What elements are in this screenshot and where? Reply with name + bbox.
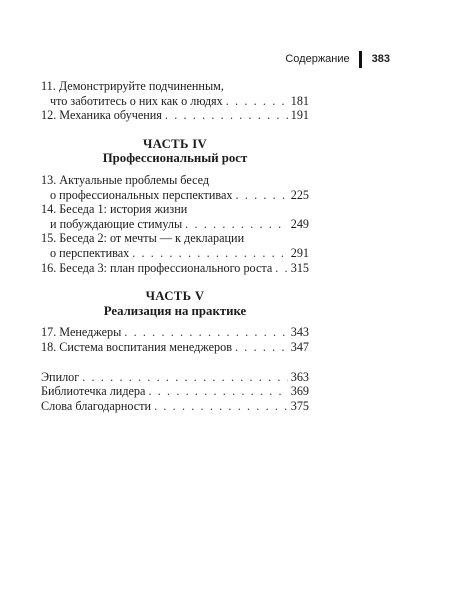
toc-entry-16[interactable] bbox=[41, 261, 309, 276]
toc-entry-13[interactable] bbox=[41, 173, 309, 202]
leader-dots bbox=[148, 384, 287, 399]
toc-entry-title: и побуждающие стимулы bbox=[50, 216, 183, 231]
header-page-number: 383 bbox=[371, 53, 390, 65]
leader-dots bbox=[154, 399, 288, 414]
toc-entry-title: 18. Система воспитания менеджеров bbox=[41, 339, 232, 354]
toc-entry-line bbox=[41, 399, 309, 414]
toc-entry-line bbox=[41, 217, 309, 232]
toc-entry-acknowledgments[interactable] bbox=[41, 399, 309, 414]
leader-dots bbox=[185, 217, 288, 232]
toc-entry-page: 369 bbox=[290, 384, 309, 399]
toc-entry-page: 343 bbox=[290, 325, 309, 340]
toc-entry-line bbox=[41, 202, 309, 217]
toc-entry-line bbox=[41, 188, 309, 203]
toc-entry-title: 11. Демонстрируйте подчиненным, bbox=[41, 79, 224, 93]
toc-entry-line bbox=[41, 79, 309, 94]
toc-entry-title: о перспективах bbox=[50, 245, 130, 260]
toc-entry-page: 181 bbox=[290, 93, 309, 108]
toc-entry-line bbox=[41, 384, 309, 399]
part-title: Реализация на практике bbox=[103, 303, 247, 318]
leader-dots bbox=[124, 325, 287, 340]
part-label: ЧАСТЬ V bbox=[145, 289, 205, 304]
toc-entry-title: Библиотечка лидера bbox=[41, 384, 146, 399]
toc-entry-12[interactable] bbox=[41, 108, 309, 123]
toc-entry-page: 225 bbox=[290, 187, 309, 202]
toc-entry-17[interactable] bbox=[41, 325, 309, 340]
toc-entry-page: 191 bbox=[290, 108, 309, 123]
toc-entry-title: 15. Беседа 2: от мечты — к декларации bbox=[41, 231, 245, 246]
toc-entry-title: 12. Механика обучения bbox=[41, 108, 162, 123]
part-title: Профессиональный рост bbox=[102, 151, 248, 166]
toc-entry-title: о профессиональных перспективах bbox=[50, 187, 233, 202]
toc-entry-15[interactable] bbox=[41, 231, 309, 260]
part-heading-5 bbox=[41, 289, 309, 318]
toc-entry-page: 375 bbox=[290, 398, 309, 413]
leader-dots bbox=[132, 246, 288, 261]
toc-entry-library[interactable] bbox=[41, 384, 309, 399]
toc-entry-line bbox=[41, 370, 309, 385]
toc-entry-epilogue[interactable] bbox=[41, 370, 309, 385]
leader-dots bbox=[165, 108, 288, 123]
toc-entry-18[interactable] bbox=[41, 340, 309, 355]
toc-entry-line bbox=[41, 246, 309, 261]
running-header bbox=[285, 49, 390, 69]
toc-entry-page: 291 bbox=[290, 245, 309, 260]
toc-entry-title: что заботитесь о них как о людях bbox=[50, 93, 223, 108]
toc-entry-line bbox=[41, 325, 309, 340]
leader-dots bbox=[275, 261, 287, 276]
toc-entry-title: 16. Беседа 3: план профессионального роста bbox=[41, 260, 273, 275]
toc-entry-page: 363 bbox=[290, 369, 309, 384]
toc-entry-page: 249 bbox=[290, 216, 309, 231]
toc-entry-title: Слова благодарности bbox=[41, 398, 152, 413]
toc-entry-line bbox=[41, 94, 309, 109]
leader-dots bbox=[226, 94, 288, 109]
toc-entry-title: 14. Беседа 1: история жизни bbox=[41, 202, 188, 217]
toc-entry-14[interactable] bbox=[41, 202, 309, 231]
leader-dots bbox=[235, 340, 288, 355]
toc-entry-11[interactable] bbox=[41, 79, 309, 108]
toc-entry-page: 347 bbox=[290, 339, 309, 354]
header-section-title: Содержание bbox=[285, 53, 350, 65]
toc-entry-title: Эпилог bbox=[41, 369, 80, 384]
table-of-contents bbox=[41, 79, 309, 413]
toc-entry-line bbox=[41, 261, 309, 276]
toc-entry-line bbox=[41, 173, 309, 188]
part-heading-4 bbox=[41, 137, 309, 166]
toc-entry-line bbox=[41, 231, 309, 246]
part-label: ЧАСТЬ IV bbox=[142, 136, 208, 151]
leader-dots bbox=[236, 188, 288, 203]
toc-entry-title: 17. Менеджеры bbox=[41, 325, 122, 340]
header-divider bbox=[359, 51, 362, 68]
leader-dots bbox=[82, 370, 287, 385]
toc-entry-page: 315 bbox=[290, 260, 309, 275]
toc-entry-line bbox=[41, 340, 309, 355]
toc-entry-title: 13. Актуальные проблемы бесед bbox=[41, 172, 210, 187]
toc-entry-line bbox=[41, 108, 309, 123]
